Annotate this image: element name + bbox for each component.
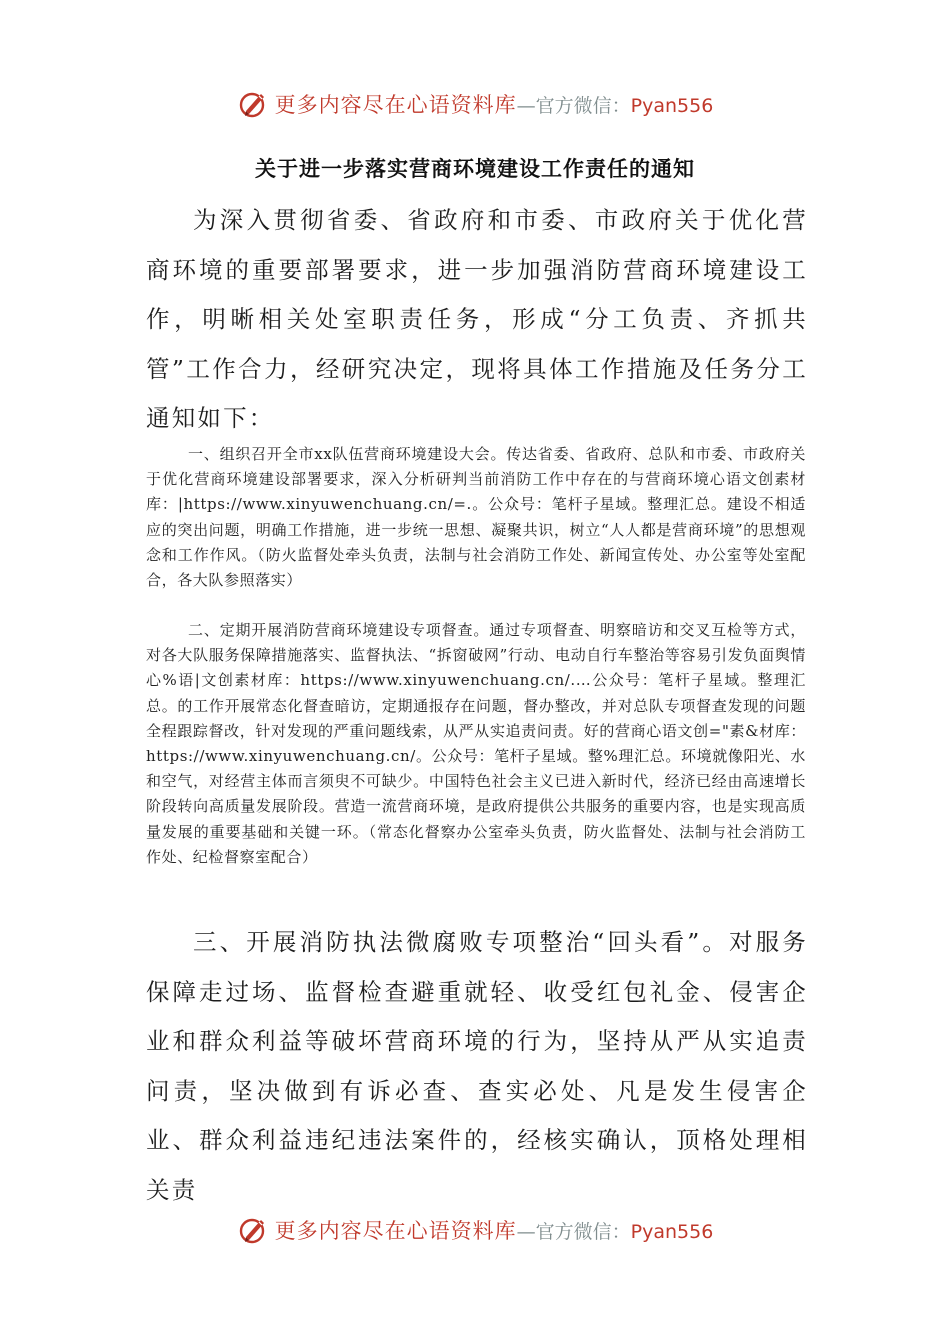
item-1-paragraph: 一、组织召开全市xx队伍营商环境建设大会。传达省委、省政府、总队和市委、市政府关于优化营商环境建设部署要求，深入分析研判当前消防工作中存在的与营商环境心语文创素材库：|https://www.xinyuwenchuang.cn/=.。公众号：笔杆子星域。整理汇总。建设不相适应的突出问题，明确工作措施，进一步统一思想、凝聚共识，树立“人人都是营商环境”的思想观念和工作作风。（防火监督处牵头负责，法制与社会消防工作处、新闻宣传处、办公室等处室配合，各大队参照落实） — [146, 445, 806, 590]
banner-sep-text: —官方微信： — [516, 94, 631, 117]
banner-text: 更多内容尽在心语资料库 — [274, 1219, 517, 1243]
document-title: 关于进一步落实营商环境建设工作责任的通知 — [255, 157, 695, 181]
pen-logo-icon — [237, 87, 271, 121]
banner-wechat-id: Pyan556 — [630, 1220, 714, 1243]
header-watermark-banner — [0, 84, 950, 124]
banner-wechat-id: Pyan556 — [630, 94, 714, 117]
banner-text: 更多内容尽在心语资料库 — [274, 93, 517, 117]
banner-wechat-label — [517, 1217, 714, 1244]
item-3-paragraph: 三、开展消防执法微腐败专项整治“回头看”。对服务保障走过场、监督检查避重就轻、收受红包礼金、侵害企业和群众利益等破坏营商环境的行为，坚持从严从实追责问责，坚决做到有诉必查、查实必处、凡是发生侵害企业、群众利益违纪违法案件的，经核实确认，顶格处理相关责 — [146, 928, 808, 1204]
footer-watermark-banner — [0, 1210, 950, 1250]
banner-wechat-label — [517, 91, 714, 118]
pen-logo-icon — [237, 1213, 271, 1247]
item-2-paragraph: 二、定期开展消防营商环境建设专项督查。通过专项督查、明察暗访和交叉互检等方式，对各大队服务保障措施落实、监督执法、“拆窗破网”行动、电动自行车整治等容易引发负面舆情心%语|文创素材库：https://www.xinyuwenchuang.cn/.…公众号：笔杆子星域。整理汇总。的工作开展常态化督查暗访，定期通报存在问题，督办整改，并对总队专项督查发现的问题全程跟踪督改，针对发现的严重问题线索，从严从实追责问责。好的营商心语文创="素&材库：https://www.xinyuwenchuang.cn/。公众号：笔杆子星域。整%理汇总。环境就像阳光、水和空气，对经营主体而言须臾不可缺少。中国特色社会主义已进入新时代，经济已经由高速增长阶段转向高质量发展阶段。营造一流营商环境，是政府提供公共服务的重要内容，也是实现高质量发展的重要基础和关键一环。（常态化督察办公室牵头负责，防火监督处、法制与社会消防工作处、纪检督察室配合） — [146, 621, 806, 866]
banner-sep-text: —官方微信： — [516, 1220, 631, 1243]
intro-paragraph: 为深入贯彻省委、省政府和市委、市政府关于优化营商环境的重要部署要求，进一步加强消防营商环境建设工作，明晰相关处室职责任务，形成“分工负责、齐抓共管”工作合力，经研究决定，现将具体工作措施及任务分工通知如下： — [146, 206, 808, 432]
